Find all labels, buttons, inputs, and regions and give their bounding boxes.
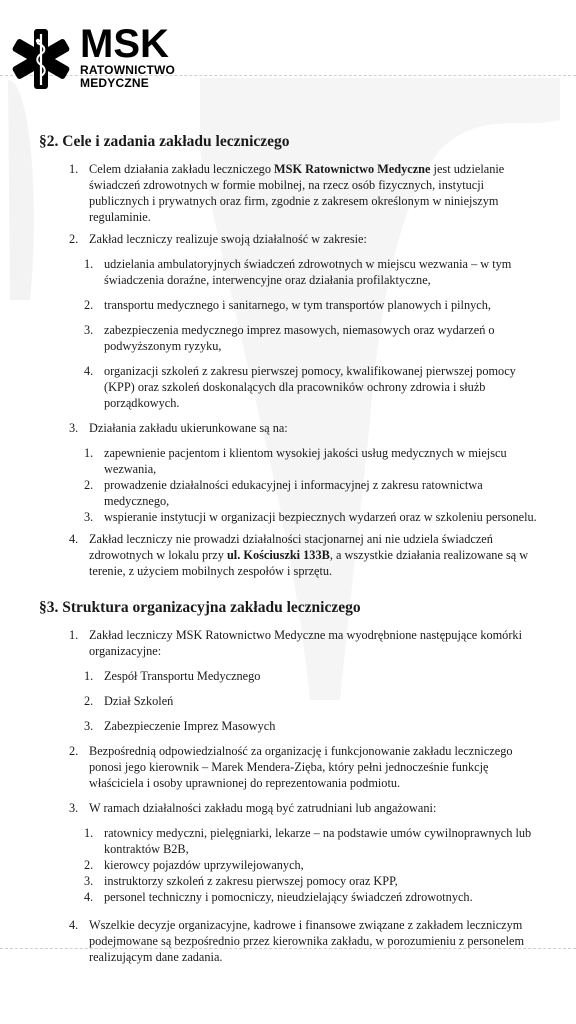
paragraph — [39, 627, 539, 659]
logo-subtitle-line2: MEDYCZNE — [80, 75, 149, 90]
list-item: 1. udzielania ambulatoryjnych świadczeń zdrowotnych w miejscu wezwania – w tym świadczenia doraźne, interwencyjne oraz działania profilaktyczne, — [84, 257, 512, 287]
paragraph-text: W ramach działalności zakładu mogą być zatrudniani lub angażowani: — [89, 801, 437, 815]
paragraph — [39, 161, 539, 225]
list-item: 4. organizacji szkoleń z zakresu pierwszej pomocy, kwalifikowanej pierwszej pomocy (KPP) oraz szkoleń doskonalących dla pracowników ochrony zdrowia i służb porządkowych. — [84, 364, 516, 410]
list-item: 3. instruktorzy szkoleń z zakresu pierwszej pomocy oraz KPP, — [84, 874, 398, 888]
paragraph-text: Zakład leczniczy nie prowadzi działalności stacjonarnej ani nie udziela świadczeń zdrowotnych w lokalu przy ul. Kościuszki 133B, a wszystkie działania realizowane są w terenie, z użyciem mobilnych zespołów i sprzętu. — [89, 532, 529, 578]
list-item: 2. prowadzenie działalności edukacyjnej i informacyjnej z zakresu ratownictwa medycznego, — [84, 478, 483, 508]
list-item: 3. Zabezpieczenie Imprez Masowych — [84, 719, 276, 733]
paragraph-number: 4. — [69, 918, 79, 932]
paragraph-text: Zakład leczniczy realizuje swoją działalność w zakresie: — [89, 232, 367, 246]
list-item: 1. zapewnienie pacjentom i klientom wysokiej jakości usług medycznych w miejscu wezwania, — [84, 446, 507, 476]
logo-subtitle-line1: RATOWNICTWO — [80, 63, 176, 77]
paragraph-number: 1. — [69, 628, 79, 642]
paragraph-number: 1. — [69, 162, 79, 176]
paragraph-text: Bezpośrednią odpowiedzialność za organizację i funkcjonowanie zakładu leczniczego ponosi jego kierownik – Marek Mendera-Zięba, który pełni jednocześnie funkcję właściciela i osoby uprawnionej do reprezentowania podmiotu. — [89, 744, 513, 790]
paragraph — [39, 917, 539, 965]
list-item: 2. kierowcy pojazdów uprzywilejowanych, — [84, 858, 304, 872]
star-of-life-icon — [10, 28, 72, 90]
list-item: 4. personel techniczny i pomocniczy, nieudzielający świadczeń zdrowotnych. — [84, 890, 473, 904]
list-item: 1. ratownicy medyczni, pielęgniarki, lekarze – na podstawie umów cywilnoprawnych lub kontraktów B2B, — [84, 826, 532, 856]
paragraph — [39, 531, 539, 579]
paragraph-number: 2. — [69, 232, 79, 246]
paragraph — [39, 420, 539, 436]
paragraph — [39, 800, 539, 816]
logo-brand-text: MSK — [80, 22, 169, 66]
list-item: 2. transportu medycznego i sanitarnego, w tym transportów planowych i pilnych, — [84, 298, 491, 312]
document-body — [39, 133, 539, 971]
paragraph-number: 2. — [69, 744, 79, 758]
paragraph-number: 3. — [69, 421, 79, 435]
paragraph — [39, 231, 539, 247]
list-item: 3. wspieranie instytucji w organizacji bezpiecznych wydarzeń oraz w szkoleniu personelu. — [84, 510, 537, 524]
section-heading: §3. Struktura organizacyjna zakładu leczniczego — [39, 599, 361, 616]
paragraph-text: Celem działania zakładu leczniczego MSK Ratownictwo Medyczne jest udzielanie świadczeń zdrowotnych w formie mobilnej, na rzecz osób fizycznych, instytucji publicznych i prywatnych oraz firm, zgodnie z zakresem określonym w niniejszym regulaminie. — [89, 162, 505, 224]
paragraph-text: Wszelkie decyzje organizacyjne, kadrowe i finansowe związane z zakładem leczniczym podejmowane są bezpośrednio przez kierownika zakładu, w porozumieniu z personelem realizującym dane zadania. — [89, 918, 525, 964]
list-item: 1. Zespół Transportu Medycznego — [84, 669, 261, 683]
paragraph-number: 4. — [69, 532, 79, 546]
paragraph-number: 3. — [69, 801, 79, 815]
list-item: 2. Dział Szkoleń — [84, 694, 174, 708]
list-item: 3. zabezpieczenia medycznego imprez masowych, niemasowych oraz wydarzeń o podwyższonym ryzyku, — [84, 323, 495, 353]
paragraph-text: Zakład leczniczy MSK Ratownictwo Medyczne ma wyodrębnione następujące komórki organizacyjne: — [89, 628, 522, 658]
section-heading: §2. Cele i zadania zakładu leczniczego — [39, 133, 290, 150]
paragraph-text: Działania zakładu ukierunkowane są na: — [89, 421, 288, 435]
paragraph — [39, 743, 539, 791]
